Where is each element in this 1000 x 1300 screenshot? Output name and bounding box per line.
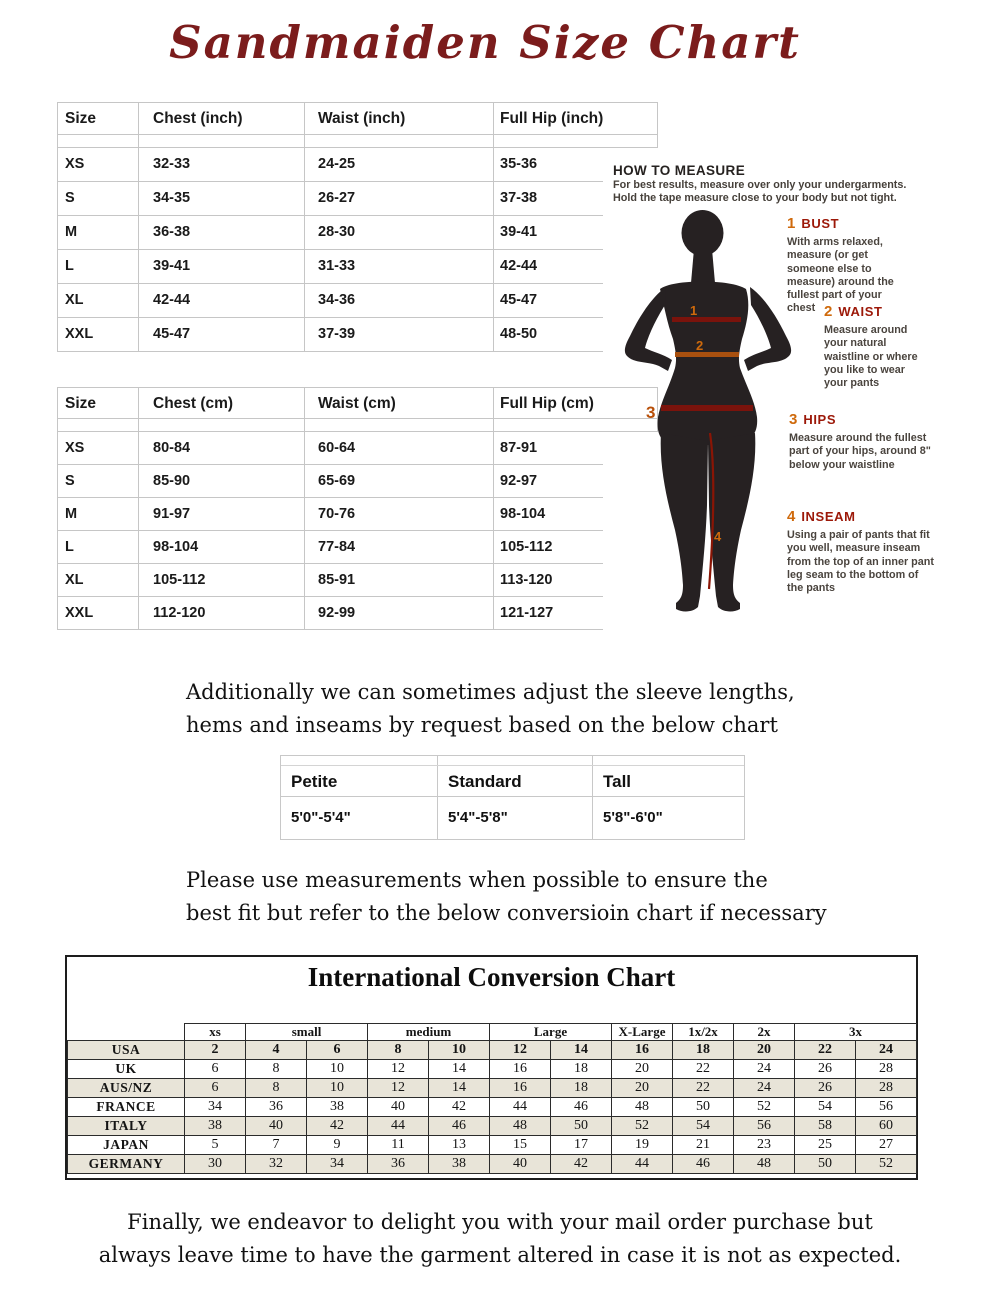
conv-size-value: 15 [490,1136,551,1155]
size-table-cm-body [57,432,603,630]
size-table-cell: 70-76 [304,498,493,530]
height-header-petite: Petite [291,772,338,791]
conv-country-label: GERMANY [68,1155,185,1174]
conv-row [68,1136,917,1155]
column-header-waist: Waist (inch) [304,103,493,135]
conv-size-value: 12 [368,1060,429,1079]
size-table-cell: L [65,258,74,274]
size-table-cell: 35-36 [493,148,604,181]
conv-size-value: 44 [490,1098,551,1117]
conversion-table-body [68,1041,917,1174]
size-table-cell: M [65,224,78,240]
text-line: always leave time to have the garment altered in case it is not as expected. [98,1243,902,1267]
step-number: 1 [787,215,796,232]
height-value-standard: 5'4"-5'8" [437,797,592,839]
conv-size-value: 42 [429,1098,490,1117]
conv-size-value: 44 [368,1117,429,1136]
conv-group-header: xs [185,1024,246,1041]
size-table-row [58,182,603,216]
size-table-cell: XXL [65,326,94,342]
conv-size-value: 50 [551,1117,612,1136]
conv-group-header: small [246,1024,368,1041]
size-table-cell: 77-84 [304,531,493,563]
empty-cell [138,135,304,147]
empty-corner-cell [68,1024,185,1041]
size-table-row [58,284,603,318]
size-table-row [58,216,603,250]
measure-step-inseam [787,508,942,595]
size-table-cell: 45-47 [493,284,604,317]
height-value-tall: 5'8"-6'0" [592,797,744,839]
conv-size-value: 46 [551,1098,612,1117]
conv-size-value: 56 [734,1117,795,1136]
conv-size-value: 5 [185,1136,246,1155]
conv-size-value: 16 [490,1079,551,1098]
conv-size-value: 10 [429,1041,490,1060]
conv-country-label: USA [68,1041,185,1060]
conv-size-value: 4 [246,1041,307,1060]
height-table-spacer-row [281,756,744,766]
size-table-row [58,250,603,284]
conv-size-value: 24 [734,1079,795,1098]
size-table-row [58,498,603,531]
conv-size-value: 34 [185,1098,246,1117]
conv-size-value: 28 [856,1060,917,1079]
conv-row [68,1060,917,1079]
column-header-hip: Full Hip (cm) [493,388,657,419]
conv-size-value: 16 [612,1041,673,1060]
size-table-cell: 34-35 [138,182,304,215]
conv-size-value: 18 [551,1060,612,1079]
size-table-cell: 87-91 [493,432,604,464]
step-label: HIPS [803,412,837,427]
size-table-cell: XXL [65,605,94,621]
size-table-cell: S [65,473,75,489]
empty-cell [138,419,304,431]
size-table-cell: 28-30 [304,216,493,249]
size-table-cell: XL [65,572,84,588]
conv-size-value: 21 [673,1136,734,1155]
measure-step-waist [824,303,964,390]
conv-size-value: 38 [307,1098,368,1117]
size-table-cell: 37-38 [493,182,604,215]
step-heading [824,303,964,321]
size-table-cell: 98-104 [138,531,304,563]
column-header-size: Size [58,388,138,419]
size-table-cell: 39-41 [493,216,604,249]
conv-size-value: 6 [185,1079,246,1098]
step-text: Using a pair of pants that fit you well, measure inseam from the top of an inner pant leg seam to the bottom of the pants [787,529,934,595]
step-number: 2 [824,303,833,320]
size-table-cell: 42-44 [138,284,304,317]
step-number: 4 [787,508,796,525]
conv-size-value: 18 [551,1079,612,1098]
empty-cell [58,419,138,431]
size-table-cell: 34-36 [304,284,493,317]
measure-step-hips [789,411,939,472]
conv-country-label: UK [68,1060,185,1079]
empty-cell [281,756,437,765]
size-table-cell: 36-38 [138,216,304,249]
size-table-cell: 105-112 [138,564,304,596]
conv-size-value: 16 [490,1060,551,1079]
conv-size-value: 46 [673,1155,734,1174]
height-range-table [280,755,745,840]
size-table-cell: 45-47 [138,318,304,351]
conv-group-header: 2x [734,1024,795,1041]
size-table-cell: L [65,539,74,555]
conv-size-value: 52 [856,1155,917,1174]
neck-shape [691,249,715,283]
size-table-cell: 48-50 [493,318,604,351]
conv-row [68,1098,917,1117]
conv-size-value: 40 [368,1098,429,1117]
step-text: Measure around the fullest part of your hips, around 8" below your waistline [789,432,931,471]
size-table-cell: 24-25 [304,148,493,181]
conv-size-value: 48 [612,1098,673,1117]
empty-cell [592,756,744,765]
conv-size-value: 12 [490,1041,551,1060]
conv-size-value: 20 [612,1060,673,1079]
conv-size-value: 24 [734,1060,795,1079]
step-heading [787,508,942,526]
step-label: WAIST [838,304,883,319]
conv-size-value: 19 [612,1136,673,1155]
empty-cell [304,135,493,147]
size-table-row [58,531,603,564]
size-table-cell: 121-127 [493,597,604,629]
hip-band [661,405,753,411]
conv-country-label: JAPAN [68,1136,185,1155]
step-text: With arms relaxed, measure (or get someone else to measure) around the fullest part of your chest [787,236,894,315]
text-line: best fit but refer to the below conversioin chart if necessary [186,901,827,925]
column-header-waist: Waist (cm) [304,388,493,419]
female-silhouette [615,205,805,635]
size-table-row [58,597,603,630]
size-table-cell: 85-90 [138,465,304,497]
conv-size-value: 50 [673,1098,734,1117]
conv-size-value: 8 [246,1060,307,1079]
text-line: Finally, we endeavor to delight you with your mail order purchase but [127,1210,873,1234]
conv-size-value: 40 [246,1117,307,1136]
size-table-cell: 26-27 [304,182,493,215]
conv-size-value: 6 [307,1041,368,1060]
conv-size-value: 20 [734,1041,795,1060]
size-table-row [58,465,603,498]
size-table-cell: XS [65,156,85,172]
column-header-chest: Chest (cm) [138,388,304,419]
size-table-cell: XL [65,292,84,308]
conv-group-header: Large [490,1024,612,1041]
conv-size-value: 26 [795,1060,856,1079]
size-table-row [58,318,603,352]
right-arm-shape [744,287,791,371]
empty-cell [58,135,138,147]
empty-cell [493,135,657,147]
conversion-chart-title: International Conversion Chart [307,962,676,992]
conv-group-header: 1x/2x [673,1024,734,1041]
conv-size-value: 20 [612,1079,673,1098]
waist-marker-number: 2 [696,338,704,353]
conv-size-value: 30 [185,1155,246,1174]
column-header-size: Size [58,103,138,135]
conv-size-value: 12 [368,1079,429,1098]
conv-size-value: 42 [307,1117,368,1136]
conv-size-value: 2 [185,1041,246,1060]
text-line: Additionally we can sometimes adjust the sleeve lengths, [186,680,795,704]
how-to-measure-section [613,158,998,658]
right-leg-shape [708,433,755,611]
size-table-cell: S [65,190,75,206]
conv-size-value: 17 [551,1136,612,1155]
conv-country-label: FRANCE [68,1098,185,1117]
size-table-cell: 37-39 [304,318,493,351]
measurements-note [186,864,827,930]
step-text: Measure around your natural waistline or where you like to wear your pants [824,324,918,390]
conv-size-value: 60 [856,1117,917,1136]
size-table-cell: 39-41 [138,250,304,283]
size-table-cell: 60-64 [304,432,493,464]
conv-group-header: 3x [795,1024,917,1041]
waist-band [675,352,739,357]
height-header-tall: Tall [592,766,744,797]
size-table-row [58,432,603,465]
size-table-cell: 112-120 [138,597,304,629]
conv-row [68,1079,917,1098]
conv-size-value: 40 [490,1155,551,1174]
conv-size-value: 54 [673,1117,734,1136]
text-line: hems and inseams by request based on the below chart [186,713,778,737]
conv-size-value: 6 [185,1060,246,1079]
conv-size-value: 24 [856,1041,917,1060]
measure-step-bust [787,215,947,316]
inseam-marker-number: 4 [714,529,722,544]
conv-size-value: 50 [795,1155,856,1174]
step-heading [789,411,939,429]
column-header-chest: Chest (inch) [138,103,304,135]
torso-shape [658,282,758,446]
how-to-measure-title: HOW TO MEASURE [613,163,746,178]
height-header-standard: Standard [437,766,592,797]
conv-size-value: 36 [246,1098,307,1117]
step-label: BUST [801,216,840,231]
final-note [0,1206,1000,1272]
conv-size-value: 9 [307,1136,368,1155]
conv-size-value: 52 [612,1117,673,1136]
bust-band [672,317,741,322]
conv-size-value: 11 [368,1136,429,1155]
conv-size-value: 38 [429,1155,490,1174]
size-table-cm-header [57,387,658,432]
size-table-inches-body [57,148,603,352]
conv-group-header-row [68,1024,917,1041]
size-table-row [58,148,603,182]
conv-size-value: 14 [429,1060,490,1079]
height-table-values-row [281,797,744,839]
size-table-cell: 92-97 [493,465,604,497]
conv-row [68,1117,917,1136]
size-table-cell: 65-69 [304,465,493,497]
conv-size-value: 8 [246,1079,307,1098]
conv-size-value: 22 [673,1079,734,1098]
how-to-measure-intro-line: For best results, measure over only your undergarments. [613,179,907,191]
conv-row [68,1155,917,1174]
conv-size-value: 44 [612,1155,673,1174]
conv-size-value: 58 [795,1117,856,1136]
conv-country-label: AUS/NZ [68,1079,185,1098]
height-table-header-row [281,766,744,797]
size-table-cell: 98-104 [493,498,604,530]
conv-size-value: 36 [368,1155,429,1174]
size-table-cell: 42-44 [493,250,604,283]
conv-size-value: 42 [551,1155,612,1174]
conv-size-value: 28 [856,1079,917,1098]
size-table-cell: 85-91 [304,564,493,596]
page-title: Sandmaiden Size Chart [169,16,801,69]
step-heading [787,215,947,233]
height-value-petite: 5'0"-5'4" [291,809,351,826]
conv-size-value: 10 [307,1060,368,1079]
conv-size-value: 22 [673,1060,734,1079]
size-table-cell: 80-84 [138,432,304,464]
international-conversion-chart [65,955,918,1180]
conv-size-value: 14 [551,1041,612,1060]
conv-size-value: 48 [734,1155,795,1174]
conv-size-value: 14 [429,1079,490,1098]
conv-size-value: 32 [246,1155,307,1174]
conv-row [68,1041,917,1060]
conv-size-value: 46 [429,1117,490,1136]
size-table-cell: 31-33 [304,250,493,283]
size-table-cell: M [65,506,78,522]
conv-size-value: 54 [795,1098,856,1117]
conv-size-value: 56 [856,1098,917,1117]
column-header-hip: Full Hip (inch) [493,103,657,135]
conv-size-value: 10 [307,1079,368,1098]
size-table-row [58,564,603,597]
size-table-cell: XS [65,440,85,456]
hips-marker-number: 3 [646,403,656,422]
conv-size-value: 26 [795,1079,856,1098]
size-table-cell: 105-112 [493,531,604,563]
how-to-measure-intro-line: Hold the tape measure close to your body but not tight. [613,192,897,204]
adjustment-note [186,676,795,742]
conversion-table [67,1023,917,1174]
conv-size-value: 7 [246,1136,307,1155]
conv-size-value: 48 [490,1117,551,1136]
conv-size-value: 8 [368,1041,429,1060]
conv-size-value: 25 [795,1136,856,1155]
step-label: INSEAM [801,509,856,524]
left-arm-shape [625,287,672,371]
size-table-cell: 91-97 [138,498,304,530]
empty-cell [304,419,493,431]
conv-country-label: ITALY [68,1117,185,1136]
conv-size-value: 22 [795,1041,856,1060]
size-table-inches-header [57,102,658,148]
text-line: Please use measurements when possible to ensure the [186,868,768,892]
bust-marker-number: 1 [690,303,698,318]
size-table-cell: 113-120 [493,564,604,596]
size-table-cell: 92-99 [304,597,493,629]
empty-cell [437,756,592,765]
conv-size-value: 27 [856,1136,917,1155]
conv-size-value: 34 [307,1155,368,1174]
size-table-cell: 32-33 [138,148,304,181]
conv-group-header: medium [368,1024,490,1041]
left-leg-shape [661,433,708,611]
conv-group-header: X-Large [612,1024,673,1041]
conv-size-value: 23 [734,1136,795,1155]
conv-size-value: 18 [673,1041,734,1060]
conv-size-value: 38 [185,1117,246,1136]
step-number: 3 [789,411,798,428]
conv-size-value: 13 [429,1136,490,1155]
conv-size-value: 52 [734,1098,795,1117]
